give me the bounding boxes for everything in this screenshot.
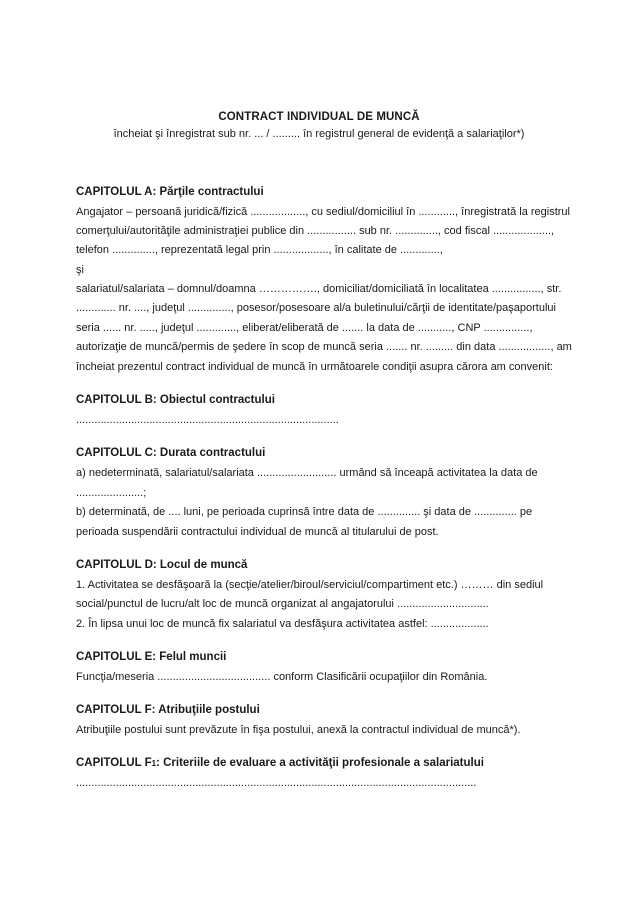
chapter-e-heading: CAPITOLUL E: Felul muncii [76, 651, 227, 663]
chapter-d-line: 1. Activitatea se desfăşoară la (secţie/atelier/biroul/serviciul/compartiment etc.) ……… din sediul [76, 579, 544, 591]
chapter-a-line: şi [76, 264, 84, 276]
chapter-a-heading: CAPITOLUL A: Părţile contractului [76, 186, 264, 198]
chapter-d-heading: CAPITOLUL D: Locul de muncă [76, 559, 248, 571]
chapter-a-line: telefon .............., reprezentată legal prin .................., în calitate de ............., [76, 244, 443, 256]
chapter-d-line: 2. În lipsa unui loc de muncă fix salariatul va desfăşura activitatea astfel: ................... [76, 618, 489, 630]
chapter-f1-line: ................................................................................................................................... [76, 777, 477, 789]
chapter-a-line: comerţului/autorităţile administraţiei publice din ................ sub nr. .............., cod fiscal ..................., [76, 225, 555, 237]
chapter-f1-heading [76, 757, 484, 769]
chapter-a-line: salariatul/salariata – domnul/doamna ……………., domiciliat/domiciliată în localitatea ................, str. [76, 283, 562, 295]
chapter-a-line: ............. nr. ...., judeţul .............., posesor/posesoare al/a buletinului/cărţii de identitate/paşaportului [76, 302, 556, 314]
document-title: CONTRACT INDIVIDUAL DE MUNCĂ [218, 111, 420, 123]
chapter-a-line: seria ...... nr. ....., judeţul ............., eliberat/eliberată de ....... la data de ..........., CNP ..............., [76, 322, 533, 334]
chapter-a-line: Angajator – persoană juridică/fizică .................., cu sediul/domiciliul în ............, înregistrată la registrul [76, 206, 570, 218]
chapter-f1-heading-subscript: 1 [151, 759, 157, 768]
chapter-f1-heading-rest: : Criteriile de evaluare a activităţii profesionale a salariatului [156, 757, 484, 769]
chapter-b-heading: CAPITOLUL B: Obiectul contractului [76, 394, 275, 406]
chapter-e-line: Funcţia/meseria ..................................... conform Clasificării ocupaţiilor din România. [76, 671, 488, 683]
chapter-a-line: autorizaţie de muncă/permis de şedere în scop de muncă seria ....... nr. ......... din data ................., am [76, 341, 572, 353]
document-subtitle: încheiat şi înregistrat sub nr. ... / ......... în registrul general de evidenţă a salariaţilor*) [113, 128, 525, 140]
chapter-c-line: b) determinată, de .... luni, pe perioada cuprinsă între data de .............. şi data de .............. pe [76, 506, 533, 518]
chapter-d-line: social/punctul de lucru/alt loc de muncă organizat al angajatorului .............................. [76, 598, 489, 610]
chapter-c-heading: CAPITOLUL C: Durata contractului [76, 447, 266, 459]
chapter-f1-heading-prefix: CAPITOLUL F [76, 757, 152, 769]
chapter-f-heading: CAPITOLUL F: Atribuţiile postului [76, 704, 260, 716]
chapter-c-line: ......................; [76, 487, 147, 499]
chapter-c-line: perioada suspendării contractului individual de muncă al titularului de post. [76, 526, 439, 538]
chapter-f-line: Atribuţiile postului sunt prevăzute în fişa postului, anexă la contractul individual de muncă*). [76, 724, 521, 736]
chapter-c-line: a) nedeterminată, salariatul/salariata .......................... urmând să înceapă activitatea la data de [76, 467, 538, 479]
chapter-b-line: ...................................................................................... [76, 414, 339, 426]
chapter-a-line: încheiat prezentul contract individual de muncă în următoarele condiţii asupra cărora am convenit: [76, 361, 553, 373]
